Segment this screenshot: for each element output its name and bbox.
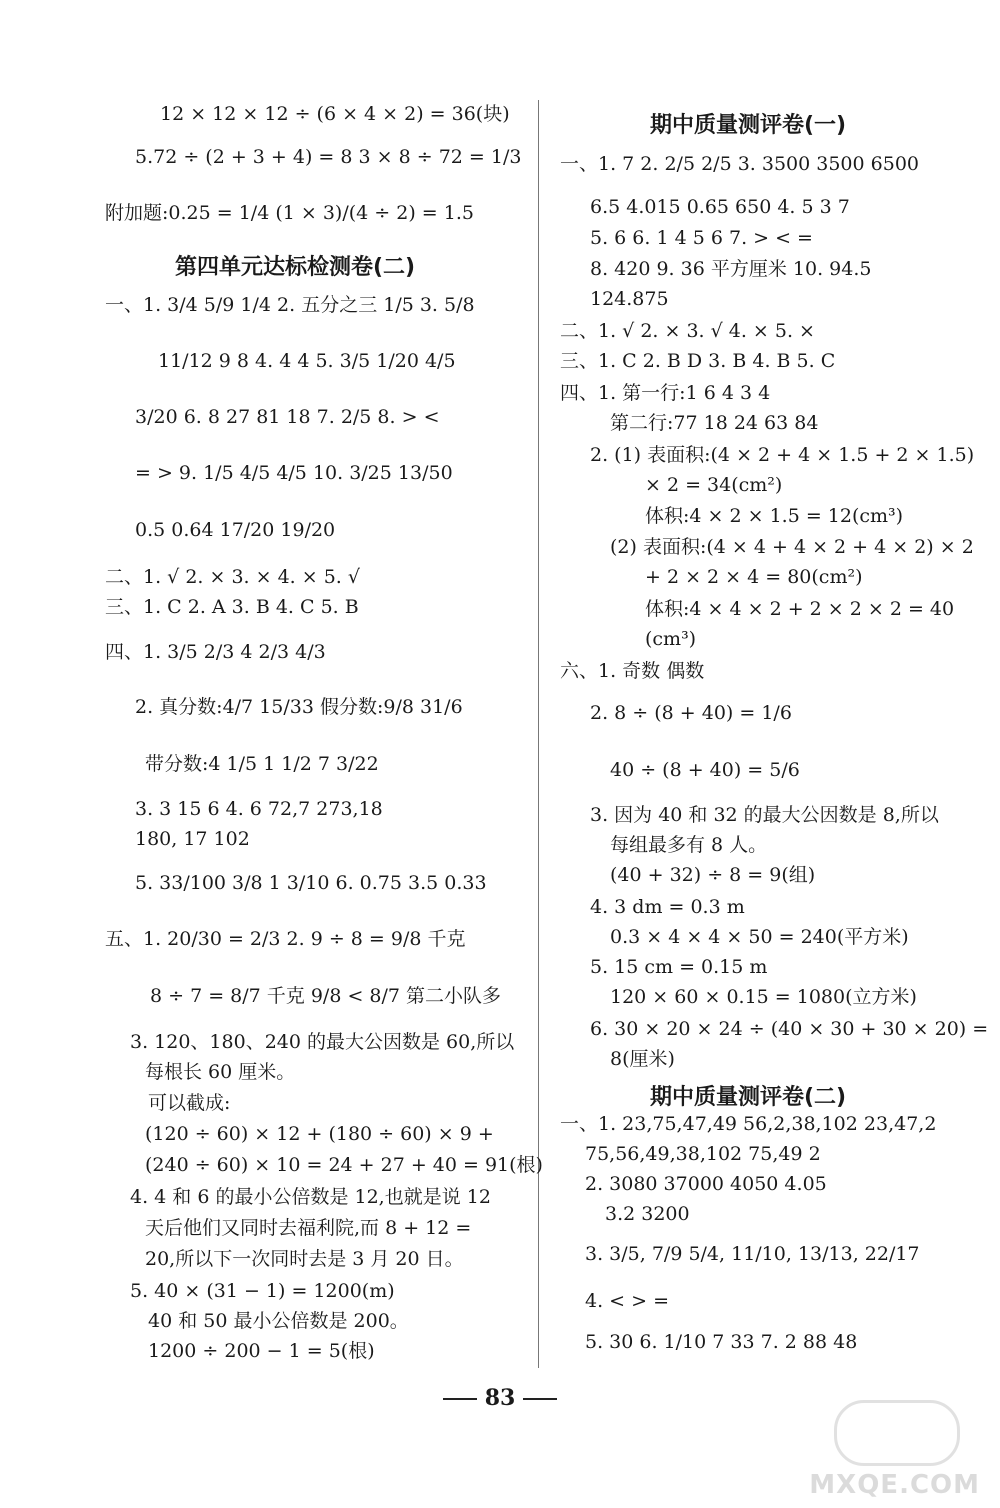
text-line: 1200 ÷ 200 − 1 = 5(根) [148,1340,375,1362]
text-line: 四、1. 3/5 2/3 4 2/3 4/3 [105,641,326,663]
text-line: 6.5 4.015 0.65 650 4. 5 3 7 [590,196,850,218]
text-line: + 2 × 2 × 4 = 80(cm²) [645,566,863,588]
text-line: 11/12 9 8 4. 4 4 5. 3/5 1/20 4/5 [158,350,456,372]
text-line: 8(厘米) [610,1048,675,1070]
text-line: 天后他们又同时去福利院,而 8 + 12 = [145,1217,472,1239]
text-line: 5. 30 6. 1/10 7 33 7. 2 88 48 [585,1331,858,1353]
text-line: (2) 表面积:(4 × 4 + 4 × 2 + 4 × 2) × 2 [610,536,974,558]
text-line: 0.5 0.64 17/20 19/20 [135,519,336,541]
text-line: (40 + 32) ÷ 8 = 9(组) [610,864,816,886]
text-line: 180, 17 102 [135,828,250,850]
text-line: 5. 33/100 3/8 1 3/10 6. 0.75 3.5 0.33 [135,872,487,894]
text-line: 2. 8 ÷ (8 + 40) = 1/6 [590,702,792,724]
page-number-text: 83 [484,1385,516,1411]
text-line: 124.875 [590,288,669,310]
text-line: 2. (1) 表面积:(4 × 2 + 4 × 1.5 + 2 × 1.5) [590,444,975,466]
text-line: 每组最多有 8 人。 [610,834,768,856]
text-line: 一、1. 7 2. 2/5 2/5 3. 3500 3500 6500 [560,153,920,175]
text-line: (cm³) [645,628,697,650]
column-divider [538,100,539,1368]
text-line: 2. 真分数:4/7 15/33 假分数:9/8 31/6 [135,696,463,718]
text-line: 3. 3 15 6 4. 6 72,7 273,18 [135,798,383,820]
text-line: 3.2 3200 [605,1203,690,1225]
text-line: 2. 3080 37000 4050 4.05 [585,1173,827,1195]
text-line: 0.3 × 4 × 4 × 50 = 240(平方米) [610,926,909,948]
text-line: 体积:4 × 2 × 1.5 = 12(cm³) [645,505,904,527]
text-line: 五、1. 20/30 = 2/3 2. 9 ÷ 8 = 9/8 千克 [105,928,466,950]
dash-right [523,1398,557,1400]
text-line: 一、1. 3/4 5/9 1/4 2. 五分之三 1/5 3. 5/8 [105,294,475,316]
section-heading: 第四单元达标检测卷(二) [175,255,416,280]
text-line: 8. 420 9. 36 平方厘米 10. 94.5 [590,258,872,280]
text-line: 六、1. 奇数 偶数 [560,660,705,682]
text-line: 120 × 60 × 0.15 = 1080(立方米) [610,986,917,1008]
text-line: 75,56,49,38,102 75,49 2 [585,1143,821,1165]
section-heading: 期中质量测评卷(二) [650,1085,847,1110]
text-line: 一、1. 23,75,47,49 56,2,38,102 23,47,2 [560,1113,937,1135]
text-line: 3. 120、180、240 的最大公因数是 60,所以 [130,1031,515,1053]
text-line: (120 ÷ 60) × 12 + (180 ÷ 60) × 9 + [145,1123,494,1145]
text-line: 三、1. C 2. A 3. B 4. C 5. B [105,596,359,618]
text-line: 带分数:4 1/5 1 1/2 7 3/22 [145,753,379,775]
text-line: 3/20 6. 8 27 81 18 7. 2/5 8. > < [135,406,440,428]
text-line: 4. < > = [585,1290,670,1312]
text-line: 5. 15 cm = 0.15 m [590,956,768,978]
text-line: 20,所以下一次同时去是 3 月 20 日。 [145,1248,464,1270]
watermark [810,1400,980,1500]
text-line: 可以截成: [148,1092,231,1114]
text-line: 每根长 60 厘米。 [145,1061,296,1083]
text-line: 4. 3 dm = 0.3 m [590,896,745,918]
text-line: 40 ÷ (8 + 40) = 5/6 [610,759,800,781]
text-line: 二、1. √ 2. × 3. √ 4. × 5. × [560,320,815,342]
text-line: 4. 4 和 6 的最小公倍数是 12,也就是说 12 [130,1186,491,1208]
text-line: 5. 6 6. 1 4 5 6 7. > < = [590,227,813,249]
section-heading: 期中质量测评卷(一) [650,113,847,138]
text-line: × 2 = 34(cm²) [645,474,783,496]
text-line: 12 × 12 × 12 ÷ (6 × 4 × 2) = 36(块) [160,103,510,125]
watermark-text: MXQE.COM [809,1470,980,1500]
text-line: 附加题:0.25 = 1/4 (1 × 3)/(4 ÷ 2) = 1.5 [105,202,474,224]
text-line: (240 ÷ 60) × 10 = 24 + 27 + 40 = 91(根) [145,1154,543,1176]
dash-left [443,1398,477,1400]
text-line: 三、1. C 2. B D 3. B 4. B 5. C [560,350,836,372]
text-line: 四、1. 第一行:1 6 4 3 4 [560,382,771,404]
text-line: 5.72 ÷ (2 + 3 + 4) = 8 3 × 8 ÷ 72 = 1/3 [135,146,522,168]
text-line: 第二行:77 18 24 63 84 [610,412,819,434]
text-line: 40 和 50 最小公倍数是 200。 [148,1310,409,1332]
text-line: 3. 3/5, 7/9 5/4, 11/10, 13/13, 22/17 [585,1243,920,1265]
watermark-logo-icon [834,1400,960,1466]
text-line: 二、1. √ 2. × 3. × 4. × 5. √ [105,566,360,588]
text-line: 体积:4 × 4 × 2 + 2 × 2 × 2 = 40 [645,598,955,620]
text-line: 5. 40 × (31 − 1) = 1200(m) [130,1280,395,1302]
text-line: 8 ÷ 7 = 8/7 千克 9/8 < 8/7 第二小队多 [150,985,502,1007]
text-line: 3. 因为 40 和 32 的最大公因数是 8,所以 [590,804,939,826]
text-line: 6. 30 × 20 × 24 ÷ (40 × 30 + 30 × 20) = [590,1018,989,1040]
text-line: = > 9. 1/5 4/5 4/5 10. 3/25 13/50 [135,462,453,484]
